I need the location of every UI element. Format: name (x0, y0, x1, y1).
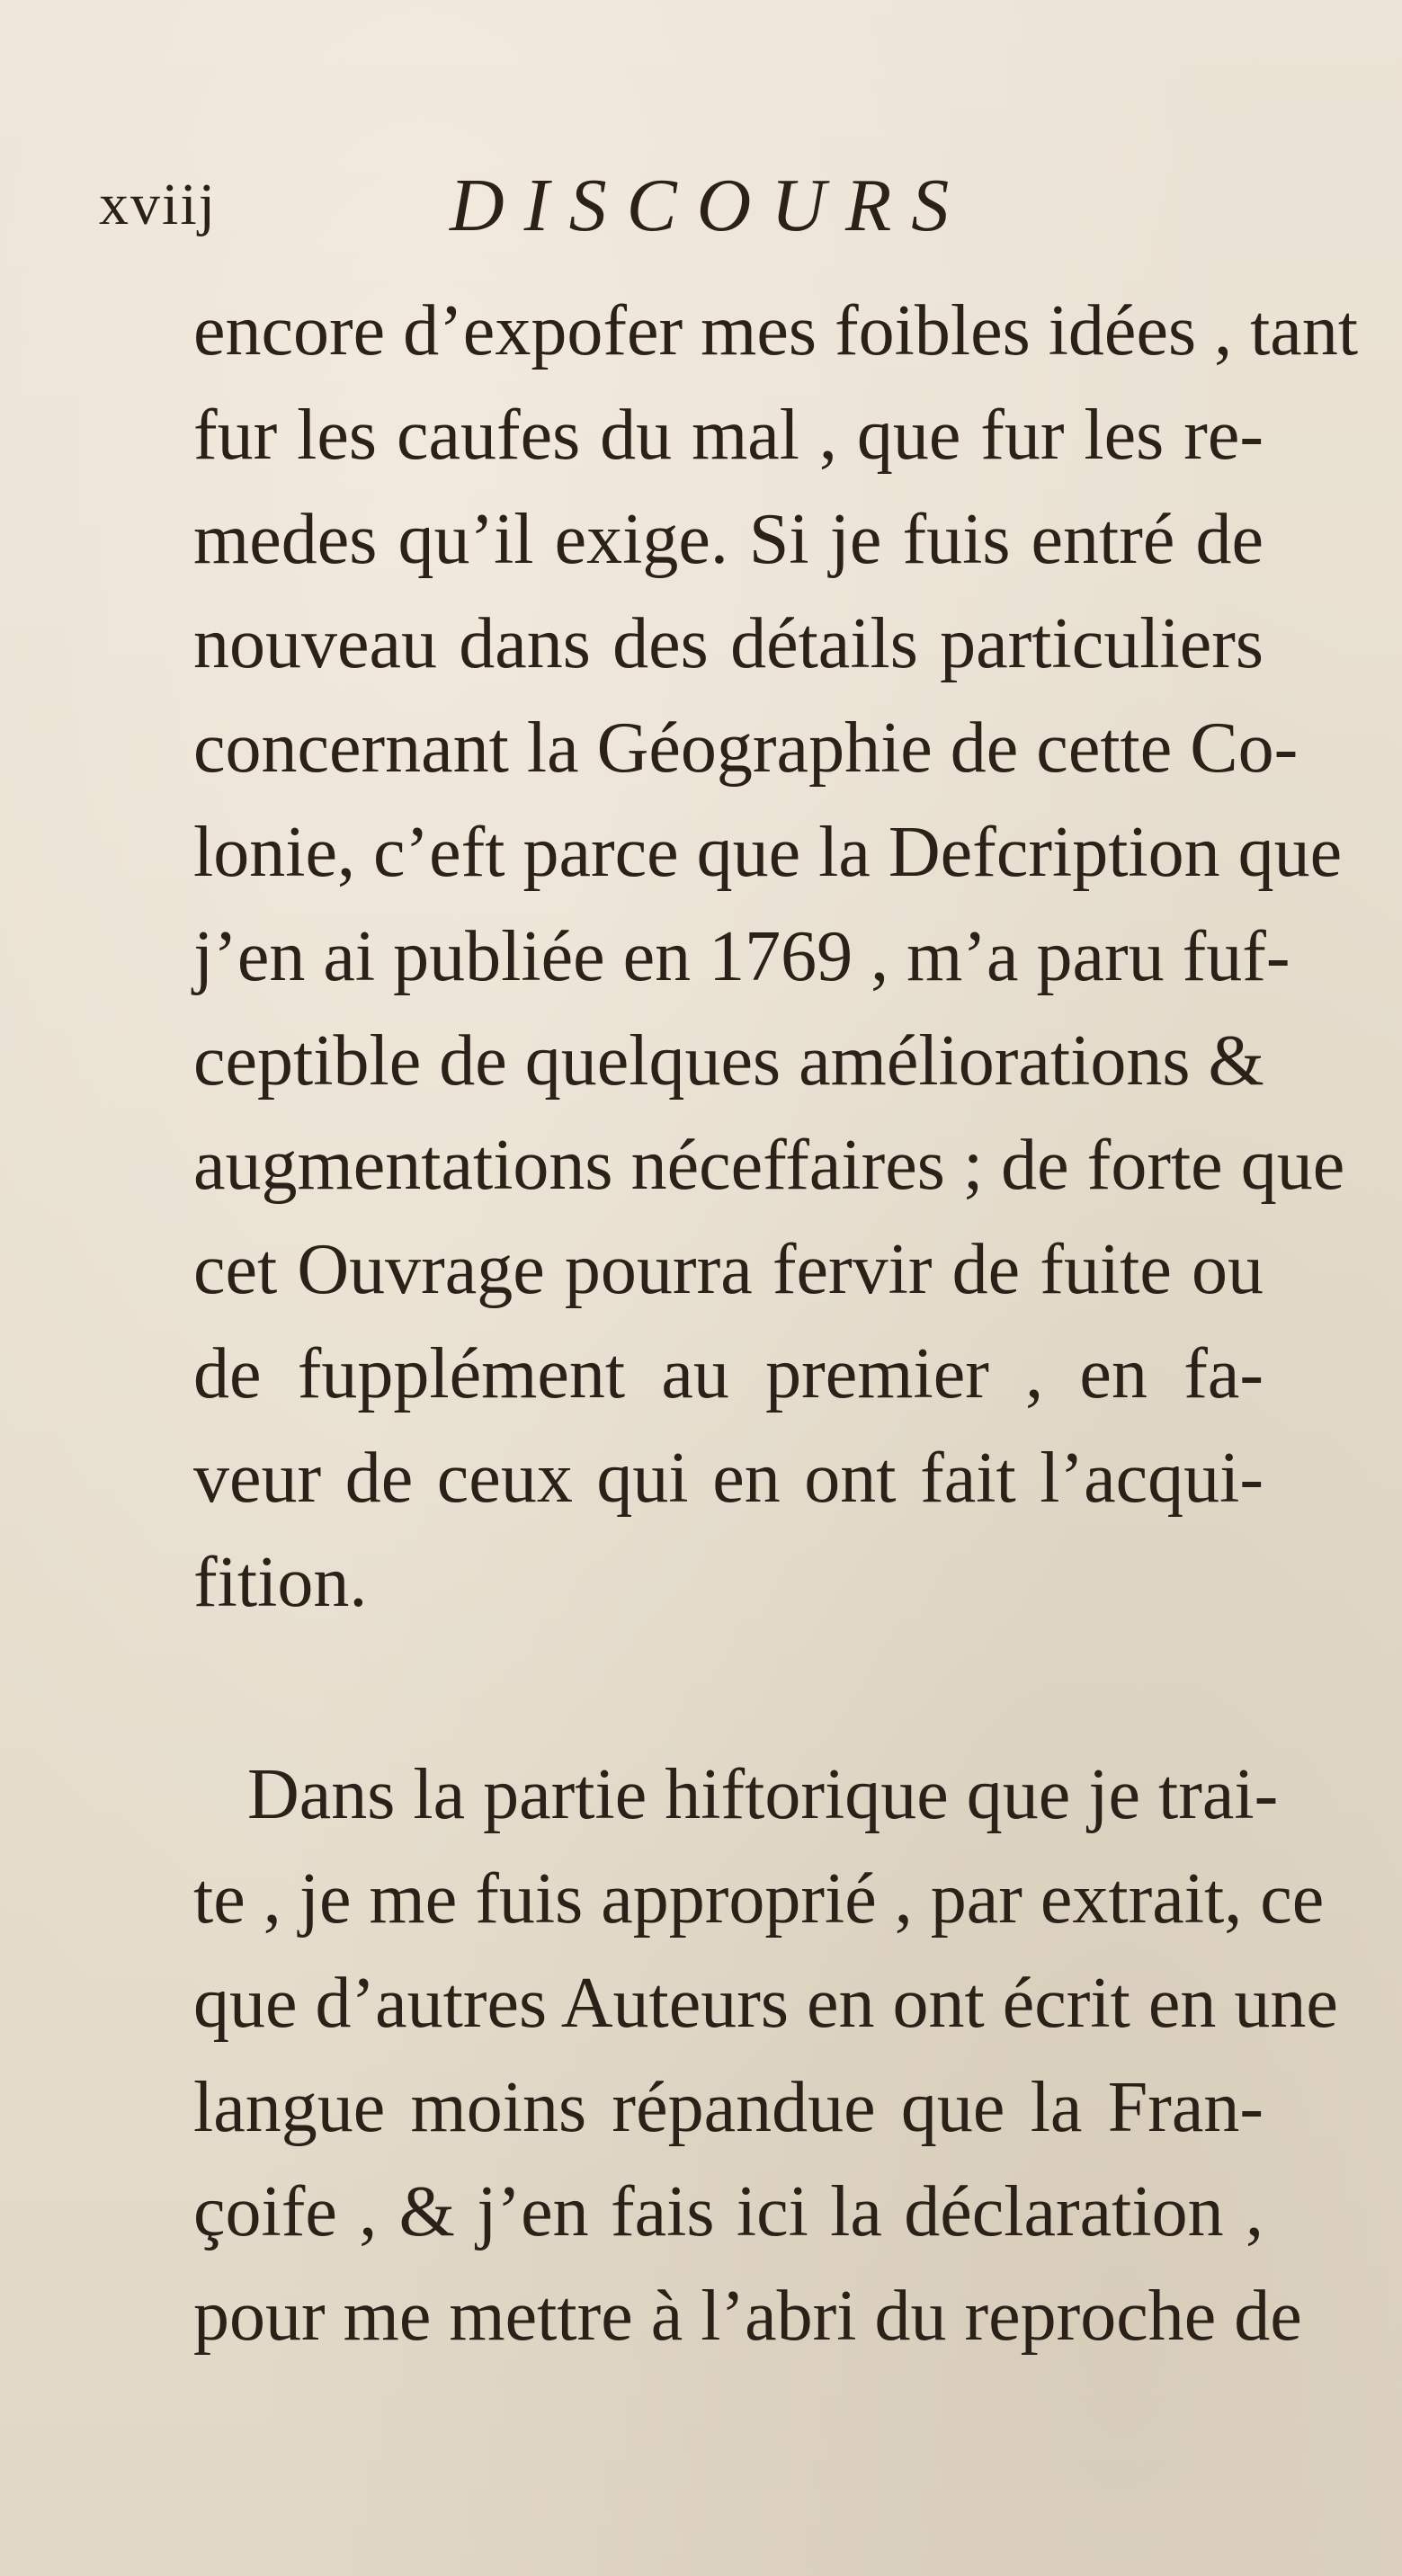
paragraph-gap (193, 1635, 1264, 1743)
text-line: Dans la partie hiftorique que je trai- (247, 1755, 1279, 1834)
text-line: j’en ai publiée en 1769 , m’a paru fuf- (193, 917, 1290, 996)
paragraph-1 (193, 279, 1359, 1635)
running-title: DISCOURS (450, 164, 969, 247)
text-line: veur de ceux qui en ont fait l’acqui- (193, 1439, 1264, 1518)
text-line: fition. (193, 1543, 368, 1622)
page-number: xviij (99, 172, 218, 237)
running-head (99, 162, 1088, 261)
text-line: encore d’expofer mes foibles idées , tant (193, 291, 1359, 370)
text-line: fur les caufes du mal , que fur les re- (193, 396, 1264, 475)
text-line: pour me mettre à l’abri du reproche de (193, 2277, 1302, 2356)
text-line: cet Ouvrage pourra fervir de fuite ou (193, 1230, 1264, 1309)
text-line: çoife , & j’en fais ici la déclaration , (193, 2172, 1264, 2251)
text-line: ceptible de quelques améliorations & (193, 1021, 1264, 1101)
text-line: concernant la Géographie de cette Co- (193, 709, 1299, 788)
text-line: te , je me fuis approprié , par extrait, ce (193, 1859, 1325, 1939)
body-text (193, 279, 1359, 2368)
text-line: medes qu’il exige. Si je fuis entré de (193, 500, 1264, 579)
text-line: nouveau dans des détails particuliers (193, 604, 1264, 683)
text-line: langue moins répandue que la Fran- (193, 2068, 1264, 2147)
text-line: de fupplément au premier , en fa- (193, 1334, 1264, 1413)
text-line: augmentations néceffaires ; de forte que (193, 1126, 1345, 1205)
paragraph-2 (193, 1743, 1338, 2368)
text-line: lonie, c’eft parce que la Defcription que (193, 813, 1343, 892)
text-line: que d’autres Auteurs en ont écrit en une (193, 1964, 1338, 2043)
